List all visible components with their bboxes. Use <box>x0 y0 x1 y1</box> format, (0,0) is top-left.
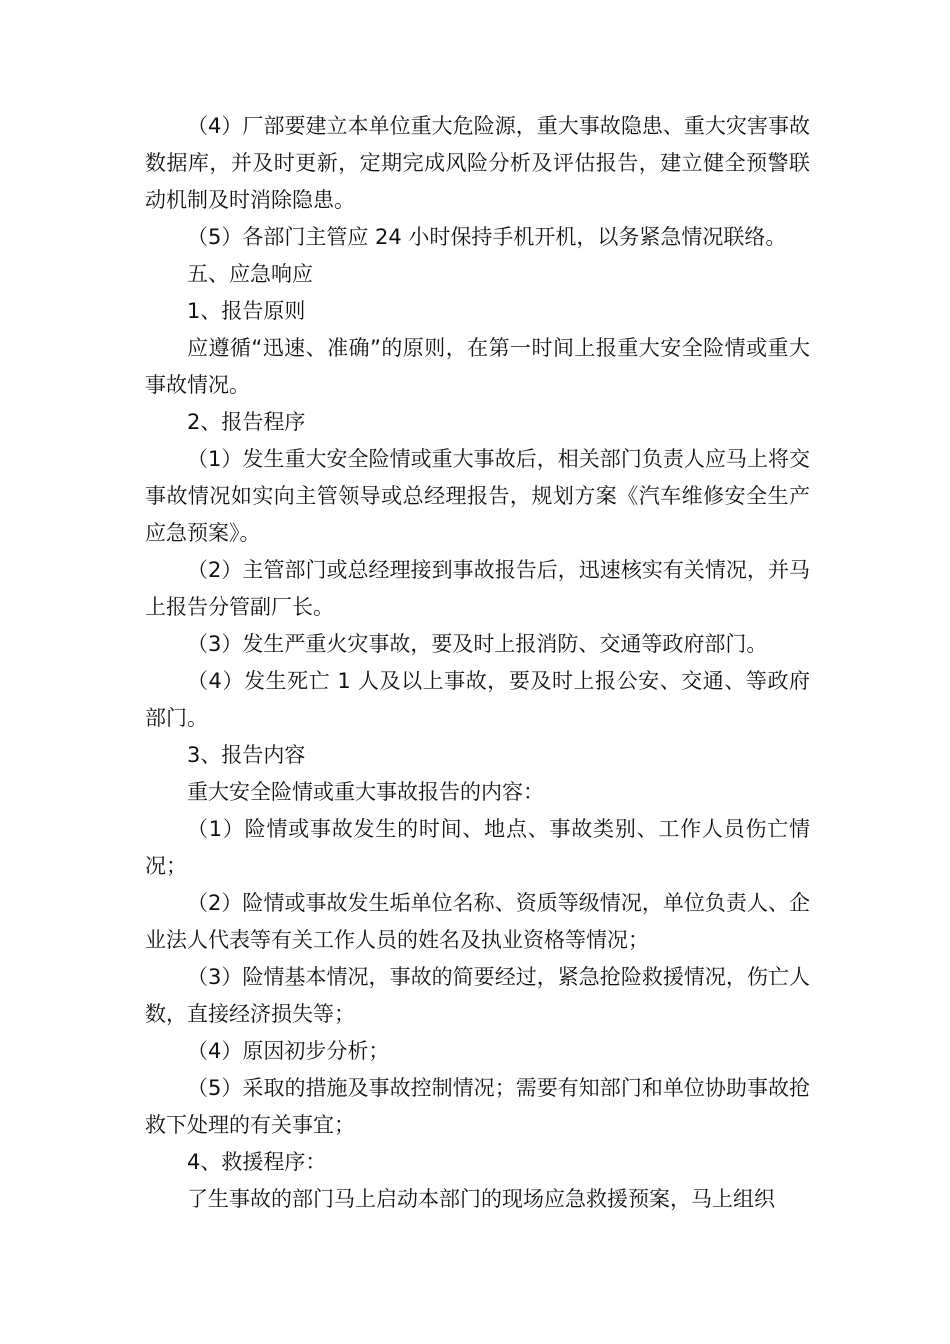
procedure-item-2: （2）主管部门或总经理接到事故报告后，迅速核实有关情况，并马上报告分管副厂长。 <box>145 558 810 619</box>
procedure-item-4: （4）发生死亡 1 人及以上事故，要及时上报公安、交通、等政府部门。 <box>145 669 810 730</box>
procedure-item-3: （3）发生严重火灾事故，要及时上报消防、交通等政府部门。 <box>187 632 768 656</box>
subheading-report-content: 3、报告内容 <box>187 743 306 767</box>
subheading-rescue-procedure: 4、救援程序： <box>187 1150 327 1174</box>
paragraph-rescue-procedure: 了生事故的部门马上启动本部门的现场应急救援预案，马上组织 <box>187 1187 775 1211</box>
subheading-reporting-procedure: 2、报告程序 <box>187 410 306 434</box>
paragraph-reporting-principle: 应遵循“迅速、准确”的原则，在第一时间上报重大安全险情或重大事故情况。 <box>145 336 810 397</box>
content-item-5: （5）采取的措施及事故控制情况；需要有知部门和单位协助事故抢救下处理的有关事宜； <box>145 1076 810 1137</box>
paragraph-5-phone-contact: （5）各部门主管应 24 小时保持手机开机，以务紧急情况联络。 <box>187 225 787 249</box>
content-item-3: （3）险情基本情况，事故的简要经过，紧急抢险救援情况，伤亡人数，直接经济损失等； <box>145 965 810 1026</box>
content-item-4: （4）原因初步分析； <box>187 1039 390 1063</box>
procedure-item-1: （1）发生重大安全险情或重大事故后，相关部门负责人应马上将交事故情况如实向主管领导或总经理报告，规划方案《汽车维修安全生产应急预案》。 <box>145 447 810 545</box>
document-body <box>145 108 810 1218</box>
subheading-reporting-principle: 1、报告原则 <box>187 299 306 323</box>
content-item-1: （1）险情或事故发生的时间、地点、事故类别、工作人员伤亡情况； <box>145 817 810 878</box>
paragraph-report-content-intro: 重大安全险情或重大事故报告的内容： <box>187 780 544 804</box>
paragraph-4-hazard-database: （4）厂部要建立本单位重大危险源，重大事故隐患、重大灾害事故数据库，并及时更新，定期完成风险分析及评估报告，建立健全预警联动机制及时消除隐患。 <box>145 114 810 212</box>
content-item-2: （2）险情或事故发生垢单位名称、资质等级情况，单位负责人、企业法人代表等有关工作人员的姓名及执业资格等情况； <box>145 891 810 952</box>
section-heading-emergency-response: 五、应急响应 <box>187 262 313 286</box>
